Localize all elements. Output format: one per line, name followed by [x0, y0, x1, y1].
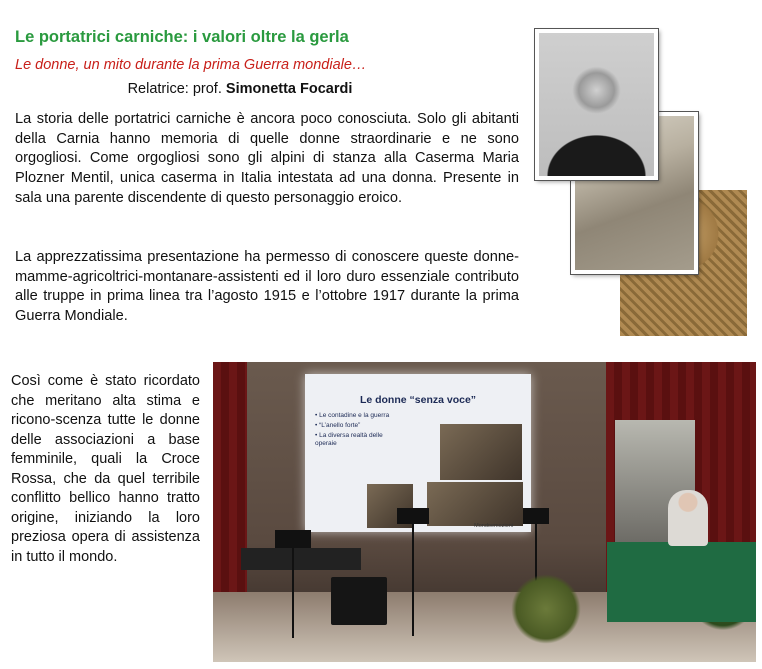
amplifier [331, 577, 387, 625]
speaker-prefix: Relatrice: prof. [127, 81, 226, 97]
slide-bullet: • “L’anello forte” [315, 422, 401, 430]
speaker-name: Simonetta Focardi [225, 81, 353, 97]
slide-bullets [315, 412, 401, 450]
paragraph-presentation: La apprezzatissima presentazione ha permesso di conoscere queste donne-mamme-agricoltrici-montanare-assistenti ed il loro duro essenziale contributo alle truppe in prima linea tra l’agosto 1915 e l’ottobre 1917 durante la prima Guerra Mondiale. [15, 249, 519, 325]
paragraph-history: La storia delle portatrici carniche è ancora poco conosciuta. Solo gli abitanti della Carnia hanno memoria di quelle donne straordinarie e ne sono orgogliosi. Come orgogliosi sono gli alpini di stanza alla Caserma Maria Plozner Mentil, unica caserma in Italia intestata ad una donna. Presente in sala una parente discendente di questo personaggio eroico. [15, 111, 519, 206]
slide-bullet: • La diversa realtà delle operaie [315, 432, 401, 448]
slide-photo [427, 482, 523, 526]
speaker-line [0, 81, 480, 97]
music-stand-pole [292, 548, 294, 638]
article-subtitle: Le donne, un mito durante la prima Guerra mondiale… [15, 57, 367, 73]
portrait-photo [535, 29, 658, 180]
slide-bullet: • Le contadine e la guerra [315, 412, 401, 420]
speaker-figure [668, 490, 708, 546]
slide-photo [440, 424, 522, 480]
music-stand [523, 508, 549, 524]
conference-stage-photo [213, 362, 756, 662]
slide-title: Le donne “senza voce” [359, 394, 477, 406]
speaker-table [607, 542, 756, 622]
music-stand-pole [412, 524, 414, 636]
slide-caption: Mondoemozioni [474, 523, 513, 529]
music-stand [397, 508, 429, 524]
music-stand [275, 530, 311, 548]
paragraph-associations: Così come è stato ricordato che meritano alta stima e ricono-scenza tutte le donne delle associazioni a base femminile, quali la Croce Rossa, che da quel terribile conflitto bellico hanno tratto origine, iniziando la loro preziosa opera di assistenza in tutto il mondo. [11, 373, 200, 565]
article-title: Le portatrici carniche: i valori oltre la gerla [15, 28, 349, 46]
plant [511, 574, 581, 644]
keyboard-instrument [241, 548, 361, 570]
